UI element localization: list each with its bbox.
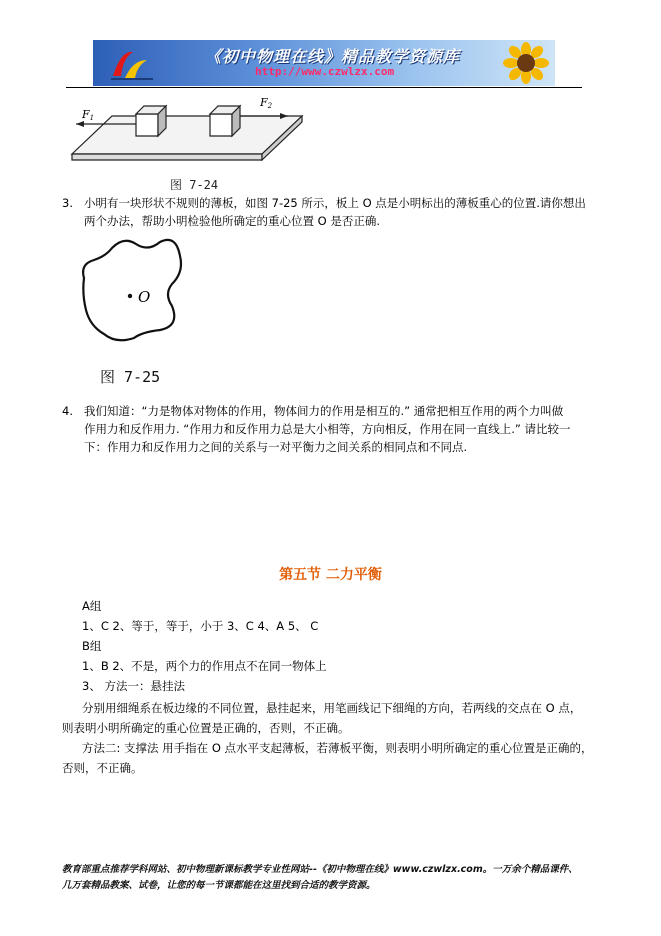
group-a-answers: 1、C 2、等于，等于，小于 3、C 4、A 5、 C bbox=[82, 619, 319, 633]
section-title: 第五节 二力平衡 bbox=[279, 567, 382, 583]
question-4-line-3: 下：作用力和反作用力之间的关系与一对平衡力之间关系的相同点和不同点. bbox=[84, 440, 468, 454]
sunflower-icon bbox=[503, 42, 549, 84]
banner-title: 《初中物理在线》精品教学资源库 bbox=[205, 47, 461, 66]
label-f2: F2 bbox=[260, 96, 273, 110]
site-logo-icon bbox=[107, 46, 157, 82]
question-4-line-2: 作用力和反作用力. “作用力和反作用力总是大小相等，方向相反，作用在同一直线上.” 请比较一 bbox=[84, 422, 571, 436]
question-3-line-2: 两个办法，帮助小明检验他所确定的重心位置 O 是否正确. bbox=[84, 214, 381, 228]
figure-7-25-caption: 图 7-25 bbox=[100, 368, 161, 386]
site-banner bbox=[93, 40, 555, 86]
footer-line-2: 几万套精品教案、试卷，让您的每一节课都能在这里找到合适的教学资源。 bbox=[62, 880, 376, 891]
page-footer bbox=[62, 862, 602, 894]
method-1-line-2: 则表明小明所确定的重心位置是正确的，否则，不正确。 bbox=[62, 721, 350, 735]
point-o-label: O bbox=[138, 288, 151, 306]
group-b-answers: 1、B 2、不是，两个力的作用点不在同一物体上 bbox=[82, 659, 327, 673]
method-2-line-2: 否则，不正确。 bbox=[62, 761, 143, 775]
figure-7-24-caption: 图 7-24 bbox=[170, 178, 219, 192]
label-f1: F1 bbox=[82, 108, 95, 122]
group-b-label: B组 bbox=[82, 639, 102, 653]
question-4-line-1: 我们知道：“力是物体对物体的作用，物体间力的作用是相互的.” 通常把相互作用的两个力叫做 bbox=[84, 404, 564, 418]
item-3-title: 3、 方法一：悬挂法 bbox=[82, 679, 185, 693]
center-of-gravity-point bbox=[128, 294, 132, 298]
method-1-line-1: 分别用细绳系在板边缘的不同位置，悬挂起来，用笔画线记下细绳的方向，若两线的交点在 O 点， bbox=[82, 701, 582, 715]
question-3-line-1: 小明有一块形状不规则的薄板，如图 7-25 所示，板上 O 点是小明标出的薄板重心的位置.请你想出 bbox=[84, 196, 586, 210]
footer-line-1: 教育部重点推荐学科网站、初中物理新课标教学专业性网站--《初中物理在线》www.czwlzx.com。一万余个精品课件、 bbox=[62, 864, 578, 875]
banner-url[interactable]: http://www.czwlzx.com bbox=[255, 65, 395, 78]
header-divider bbox=[66, 87, 582, 88]
group-a-label: A组 bbox=[82, 599, 102, 613]
method-2-line-1: 方法二: 支撑法 用手指在 O 点水平支起薄板，若薄板平衡，则表明小明所确定的重心位置是正确的， bbox=[82, 741, 593, 755]
question-number: 3. bbox=[62, 196, 73, 210]
figure-7-24 bbox=[66, 92, 306, 168]
figure-7-25 bbox=[76, 234, 186, 344]
question-number: 4. bbox=[62, 404, 73, 418]
